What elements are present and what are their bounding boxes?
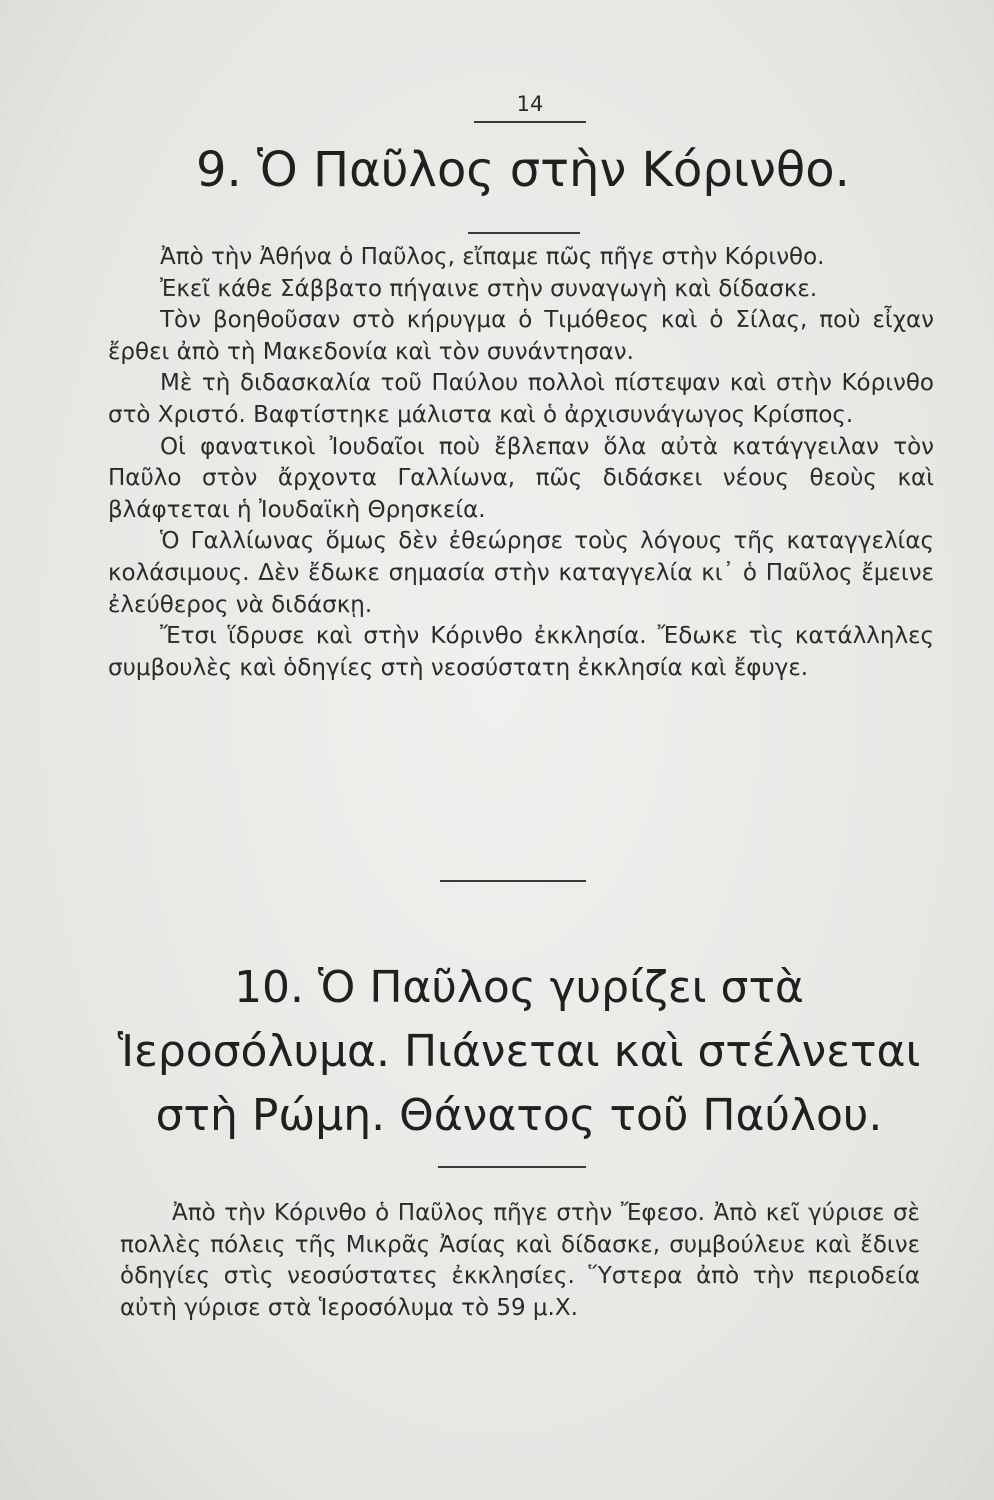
section-9-body	[108, 242, 934, 684]
paragraph: Ἔτσι ἵδρυσε καὶ στὴν Κόρινθο ἐκκλησία. Ἔδωκε τὶς κατάλληλες συμβουλὲς καὶ ὁδηγίες στὴ νεοσύστατη ἐκκλησία καὶ ἔφυγε.	[108, 623, 934, 681]
paragraph: Ἐκεῖ κάθε Σάββατο πήγαινε στὴν συναγωγὴ καὶ δίδασκε.	[160, 275, 818, 302]
page-number-rule	[474, 121, 586, 123]
paragraph: Ἀπὸ τὴν Κόρινθο ὁ Παῦλος πῆγε στὴν Ἔφεσο. Ἀπὸ κεῖ γύρισε σὲ πολλὲς πόλεις τῆς Μικρᾶς Ἀσίας καὶ δίδασκε, συμβούλευε καὶ ἔδινε ὁδηγίες στὶς νεοσύστατες ἐκκλησίες. Ὕστερα ἀπὸ τὴν περιοδεία αὐτὴ γύρισε στὰ Ἱεροσόλυμα τὸ 59 μ.Χ.	[120, 1200, 920, 1321]
section-title-10: 10. Ὁ Παῦλος γυρίζει στὰ Ἱεροσόλυμα. Πιάνεται καὶ στέλνεται στὴ Ρώμη. Θάνατος τοῦ Παύλου.	[117, 962, 921, 1141]
section-divider	[440, 880, 586, 882]
title-underline	[468, 232, 580, 234]
paragraph: Ὁ Γαλλίωνας ὅμως δὲν ἐθεώρησε τοὺς λόγους τῆς καταγγελίας κολάσιμους. Δὲν ἔδωκε σημασία στὴν καταγγελία κι᾽ ὁ Παῦλος ἔμεινε ἐλεύθερος νὰ διδάσκῃ.	[108, 528, 934, 618]
section-title-9: 9. Ὁ Παῦλος στὴν Κόρινθο.	[196, 142, 850, 198]
title-underline	[438, 1166, 586, 1168]
paragraph: Οἱ φανατικοὶ Ἰουδαῖοι ποὺ ἔβλεπαν ὅλα αὐτὰ κατάγγειλαν τὸν Παῦλο στὸν ἄρχοντα Γαλλίωνα, πῶς διδάσκει νέους θεοὺς καὶ βλάφτεται ἡ Ἰουδαϊκὴ Θρησκεία.	[108, 433, 934, 523]
paragraph: Ἀπὸ τὴν Ἀθήνα ὁ Παῦλος, εἴπαμε πῶς πῆγε στὴν Κόρινθο.	[160, 244, 825, 270]
paragraph: Τὸν βοηθοῦσαν στὸ κήρυγμα ὁ Τιμόθεος καὶ ὁ Σίλας, ποὺ εἶχαν ἔρθει ἀπὸ τὴ Μακεδονία καὶ τὸν συνάντησαν.	[108, 307, 934, 365]
paragraph: Μὲ τὴ διδασκαλία τοῦ Παύλου πολλοὶ πίστεψαν καὶ στὴν Κόρινθο στὸ Χριστό. Βαφτίστηκε μάλιστα καὶ ὁ ἀρχισυνάγωγος Κρίσπος.	[108, 370, 934, 428]
page-number: 14	[516, 92, 544, 116]
section-10-body	[120, 1198, 920, 1324]
